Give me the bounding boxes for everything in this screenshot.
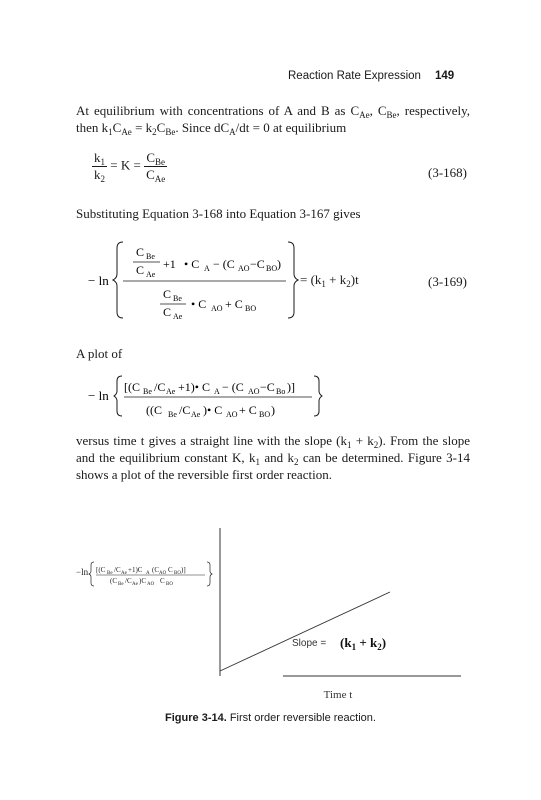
svg-text:/C: /C — [125, 577, 132, 585]
svg-text:BO: BO — [266, 264, 278, 273]
header-title: Reaction Rate Expression — [288, 70, 421, 82]
svg-text:): ) — [271, 403, 275, 417]
svg-text:[(C: [(C — [124, 380, 140, 394]
svg-text:Be: Be — [118, 582, 124, 587]
svg-text:− (C: − (C — [213, 257, 235, 271]
svg-text:)]: )] — [287, 380, 295, 394]
svg-text:Be: Be — [107, 571, 113, 576]
svg-text:Ae: Ae — [166, 387, 176, 396]
svg-text:)C: )C — [139, 577, 146, 585]
svg-text:+ C: + C — [225, 297, 243, 311]
svg-text:AO: AO — [159, 571, 167, 576]
figure-caption-label: Figure 3-14. — [165, 712, 227, 724]
svg-text:− ln: − ln — [88, 273, 109, 288]
equation-number-168: (3-168) — [428, 165, 467, 180]
equation-number-169: (3-169) — [428, 274, 467, 289]
svg-text:− ln: − ln — [88, 388, 109, 403]
running-header — [288, 70, 454, 82]
svg-text:): ) — [277, 257, 281, 271]
svg-text:A: A — [214, 387, 220, 396]
svg-text:(C: (C — [152, 566, 159, 574]
svg-text:/C: /C — [154, 380, 166, 394]
y-axis-label — [76, 562, 212, 587]
svg-text:Be: Be — [143, 387, 152, 396]
equation-3-169 — [88, 238, 318, 322]
svg-text:AO: AO — [226, 410, 238, 419]
svg-text:)• C: )• C — [203, 403, 223, 417]
equation-169-rhs: = $(k_1 + k_2)t$ — [300, 272, 359, 289]
svg-text:AO: AO — [211, 304, 223, 313]
svg-text:Ae: Ae — [132, 582, 138, 587]
svg-text:BO: BO — [166, 582, 173, 587]
series-line — [220, 592, 390, 671]
figure-caption — [0, 712, 541, 724]
svg-text:)]: )] — [181, 566, 186, 574]
paragraph-substituting: Substituting Equation 3-168 into Equation 3-167 gives — [76, 206, 361, 221]
svg-text:BO: BO — [174, 571, 181, 576]
equation-3-168: $\frac{k_1}{k_2}$ = K = $\frac{C_{Be}}{C_{Ae}}$ — [94, 150, 166, 184]
svg-text:+1)C: +1)C — [128, 566, 143, 574]
svg-text:Ae: Ae — [146, 270, 156, 279]
page-number: 149 — [434, 70, 455, 82]
paragraph-equilibrium: At equilibrium with concentrations of A and B as $C_{Ae}$, $C_{Be}$, respectively, then $k_1C_{Ae} = k_2C_{Be}$. Since $dC_A/dt = 0$ at equilibrium — [76, 103, 470, 137]
svg-text:• C: • C — [191, 297, 207, 311]
x-axis-label: Time t — [323, 689, 353, 701]
svg-text:−ln: −ln — [76, 567, 89, 577]
paragraph-a-plot-of: A plot of — [76, 346, 123, 361]
svg-text:AO: AO — [238, 264, 250, 273]
svg-text:+1)• C: +1)• C — [178, 380, 210, 394]
svg-text:/C: /C — [114, 566, 121, 574]
svg-text:Ae: Ae — [173, 312, 183, 321]
paragraph-versus-time: versus time t gives a straight line with the slope $(k_1 + k_2)$. From the slope and the equilibrium constant K, $k_1$ and $k_2$ can be determined. Figure 3-14 shows a plot of the reversible first order reaction. — [76, 433, 470, 482]
svg-text:+1: +1 — [163, 257, 176, 271]
svg-text:Ae: Ae — [191, 410, 201, 419]
svg-text:−C: −C — [260, 380, 275, 394]
svg-text:AO: AO — [248, 387, 260, 396]
svg-text:Be: Be — [146, 252, 155, 261]
svg-text:BO: BO — [259, 410, 271, 419]
svg-text:C: C — [160, 577, 165, 585]
svg-text:C: C — [136, 245, 145, 259]
svg-text:A: A — [146, 571, 150, 576]
svg-text:Be: Be — [173, 294, 182, 303]
svg-text:− (C: − (C — [222, 380, 244, 394]
figure-caption-text: First order reversible reaction. — [226, 712, 376, 724]
svg-text:C: C — [136, 263, 145, 277]
svg-text:(C: (C — [110, 577, 117, 585]
svg-text:+ C: + C — [239, 403, 257, 417]
figure-3-14-plot — [0, 520, 541, 705]
slope-annotation: Slope = — [292, 638, 327, 649]
svg-text:/C: /C — [179, 403, 191, 417]
svg-text:[(C: [(C — [96, 566, 106, 574]
svg-text:Be: Be — [168, 410, 177, 419]
svg-text:C: C — [168, 566, 173, 574]
svg-text:• C: • C — [184, 257, 200, 271]
svg-text:AO: AO — [147, 582, 155, 587]
plot-expression — [88, 372, 328, 422]
svg-text:−C: −C — [250, 257, 265, 271]
svg-text:((C: ((C — [146, 403, 162, 417]
svg-text:C: C — [163, 305, 172, 319]
svg-text:A: A — [204, 264, 210, 273]
svg-text:Ae: Ae — [121, 571, 127, 576]
svg-text:C: C — [163, 287, 172, 301]
svg-text:Bo: Bo — [276, 387, 286, 396]
slope-expression: $(k_1 + k_2)$ — [340, 635, 387, 652]
svg-text:BO: BO — [245, 304, 257, 313]
